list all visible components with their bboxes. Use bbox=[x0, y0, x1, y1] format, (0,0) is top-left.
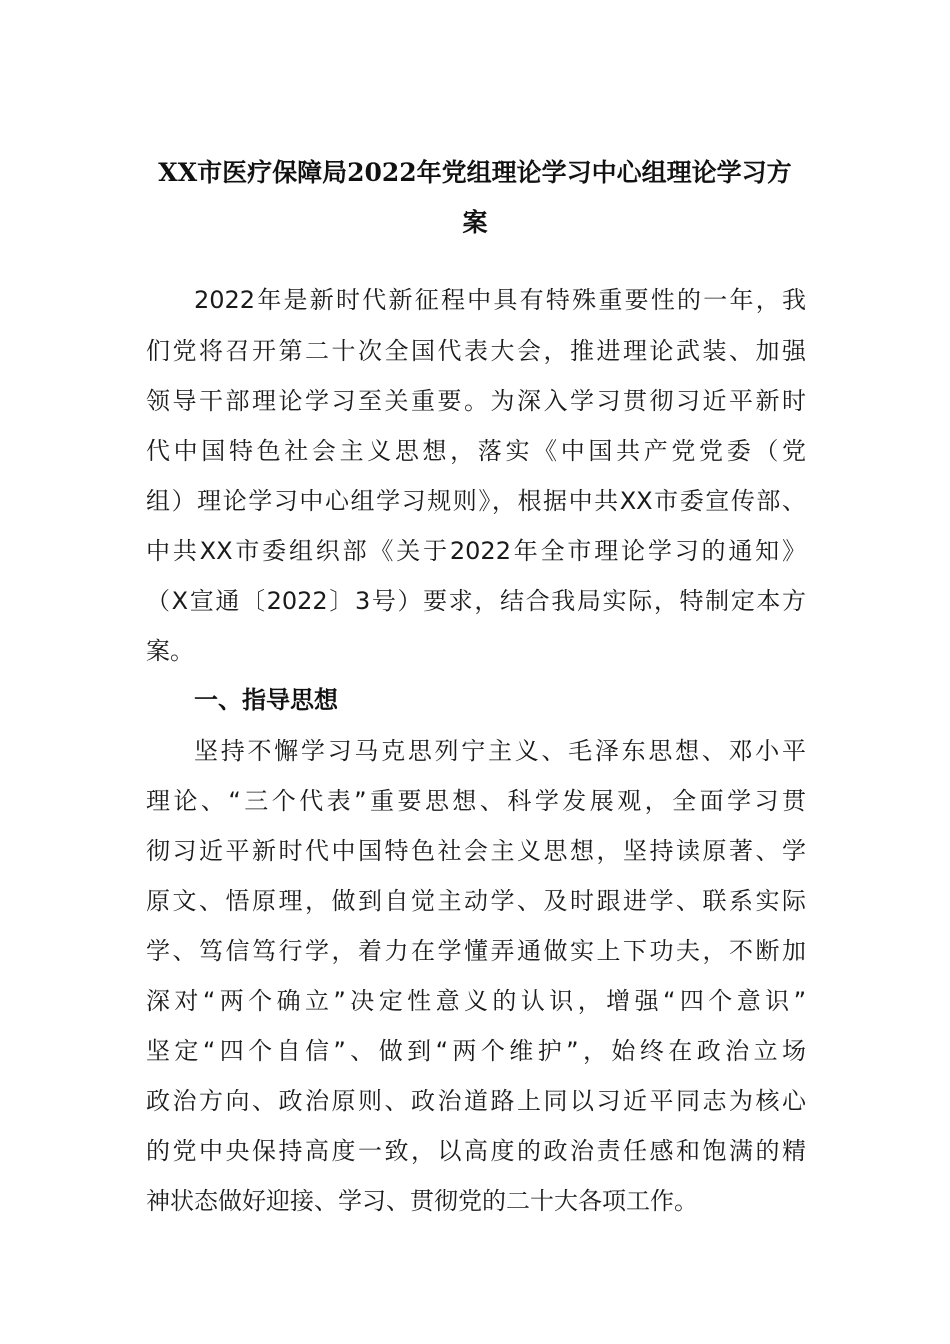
section1-line: 坚定“四个自信”、做到“两个维护”，始终在政治立场 bbox=[146, 1037, 806, 1065]
section-heading-guiding-ideology: 一、指导思想 bbox=[194, 686, 338, 714]
section1-line: 深对“两个确立”决定性意义的认识，增强“四个意识” bbox=[146, 987, 806, 1015]
intro-line: （X宣通〔2022〕3号）要求，结合我局实际，特制定本方 bbox=[146, 587, 806, 615]
intro-line: 中共XX市委组织部《关于2022年全市理论学习的通知》 bbox=[146, 537, 806, 565]
intro-line: 组）理论学习中心组学习规则》，根据中共XX市委宣传部、 bbox=[146, 487, 806, 515]
intro-line: 案。 bbox=[146, 637, 194, 665]
section1-line: 的党中央保持高度一致，以高度的政治责任感和饱满的精 bbox=[146, 1137, 806, 1165]
section1-line: 理论、“三个代表”重要思想、科学发展观，全面学习贯 bbox=[146, 787, 806, 815]
intro-line: 代中国特色社会主义思想，落实《中国共产党党委（党 bbox=[146, 437, 806, 465]
section1-line: 彻习近平新时代中国特色社会主义思想，坚持读原著、学 bbox=[146, 837, 806, 865]
section1-line: 政治方向、政治原则、政治道路上同以习近平同志为核心 bbox=[146, 1087, 806, 1115]
intro-line: 领导干部理论学习至关重要。为深入学习贯彻习近平新时 bbox=[146, 387, 806, 415]
section1-line: 原文、悟原理，做到自觉主动学、及时跟进学、联系实际 bbox=[146, 887, 806, 915]
intro-line: 们党将召开第二十次全国代表大会，推进理论武装、加强 bbox=[146, 337, 806, 365]
section1-line: 神状态做好迎接、学习、贯彻党的二十大各项工作。 bbox=[146, 1187, 698, 1215]
document-title-line-2: 案 bbox=[462, 208, 488, 237]
document-title-line-1: XX市医疗保障局2022年党组理论学习中心组理论学习方 bbox=[158, 158, 792, 187]
section1-line: 坚持不懈学习马克思列宁主义、毛泽东思想、邓小平 bbox=[194, 737, 806, 765]
intro-line: 2022年是新时代新征程中具有特殊重要性的一年，我 bbox=[194, 286, 806, 314]
section1-line: 学、笃信笃行学，着力在学懂弄通做实上下功夫，不断加 bbox=[146, 937, 806, 965]
